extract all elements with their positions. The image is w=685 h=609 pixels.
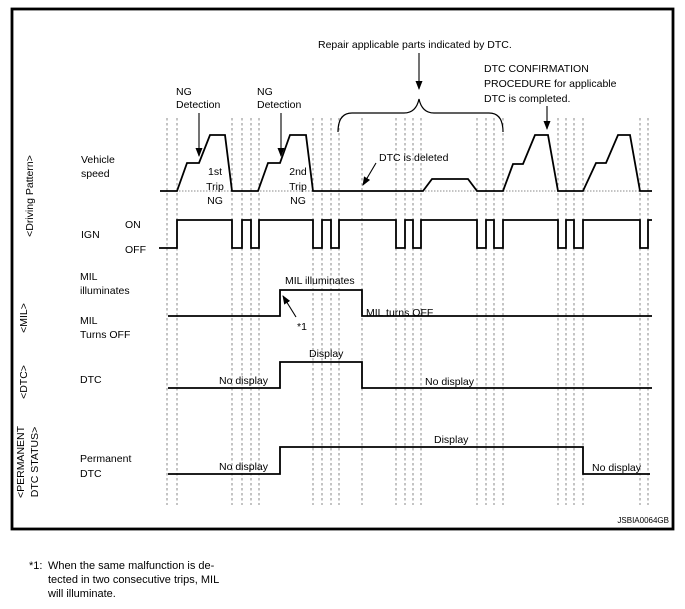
trip2-label-line3: NG	[290, 195, 306, 207]
dtc-display-note: Display	[309, 348, 344, 360]
footnote-line: When the same malfunction is de-	[48, 560, 215, 572]
footnote	[29, 559, 219, 601]
trip2-label-line1: 2nd	[289, 166, 307, 178]
row-label-permanent-dtc-2: DTC	[80, 468, 102, 480]
repair-note: Repair applicable parts indicated by DTC.	[318, 39, 512, 51]
footnote-ref: *1:	[29, 560, 43, 572]
footnote-ref-arrow	[283, 296, 296, 317]
dtc-confirmation-note-3: DTC is completed.	[484, 93, 571, 105]
row-label-mil-1: MIL	[80, 271, 98, 283]
pdtc-no-display-note-2: No display	[592, 462, 642, 474]
row-label-dtc: DTC	[80, 374, 102, 386]
ign-on-level-label: ON	[125, 219, 141, 231]
row-label-mil-4: Turns OFF	[80, 329, 131, 341]
ign-trace	[159, 220, 652, 248]
mil-turns-off-note: MIL turns OFF	[366, 307, 434, 319]
axis-label-mil: <MIL>	[18, 303, 30, 333]
dtc-deleted-label: DTC is deleted	[379, 152, 449, 164]
trip1-label-line2: Trip	[206, 181, 224, 193]
footnote-ref-marker: *1	[297, 321, 307, 333]
footnote-line: tected in two consecutive trips, MIL	[48, 574, 220, 586]
dtc-no-display-note-2: No display	[425, 376, 475, 388]
ign-off-level-label: OFF	[125, 244, 146, 256]
figure-code: JSBIA0064GB	[617, 516, 669, 525]
ng-detection-2-line1: NG	[257, 86, 273, 98]
dtc-no-display-note-1: No display	[219, 375, 269, 387]
trip1-label-line3: NG	[207, 195, 223, 207]
axis-label-dtc: <DTC>	[18, 365, 30, 399]
trip1-label-line1: 1st	[207, 166, 223, 178]
row-label-ign: IGN	[81, 229, 100, 241]
mil-illuminates-note: MIL illuminates	[285, 275, 355, 287]
dtc-confirmation-note-1: DTC CONFIRMATION	[484, 63, 589, 75]
row-label-vehicle-speed-1: Vehicle	[81, 154, 115, 166]
row-label-mil-3: MIL	[80, 315, 98, 327]
axis-label-driving-pattern: <Driving Pattern>	[24, 155, 36, 237]
row-label-vehicle-speed-2: speed	[81, 168, 110, 180]
row-label-permanent-dtc-1: Permanent	[80, 453, 132, 465]
axis-label-permanent-dtc-1: <PERMANENT	[15, 425, 27, 499]
trip2-label-line2: Trip	[289, 181, 307, 193]
footnote-text	[48, 559, 219, 601]
pdtc-no-display-note-1: No display	[219, 461, 269, 473]
ng-detection-1-line2: Detection	[176, 99, 221, 111]
footnote-line: will illuminate.	[48, 588, 116, 600]
ng-detection-1-line1: NG	[176, 86, 192, 98]
ng-detection-2-line2: Detection	[257, 99, 302, 111]
pdtc-display-note: Display	[434, 434, 469, 446]
repair-span-brace	[338, 99, 503, 132]
axis-label-permanent-dtc-2: DTC STATUS>	[29, 426, 41, 498]
dtc-confirmation-note-2: PROCEDURE for applicable	[484, 78, 617, 90]
row-label-mil-2: illuminates	[80, 285, 130, 297]
dtc-deleted-arrow	[363, 163, 376, 185]
